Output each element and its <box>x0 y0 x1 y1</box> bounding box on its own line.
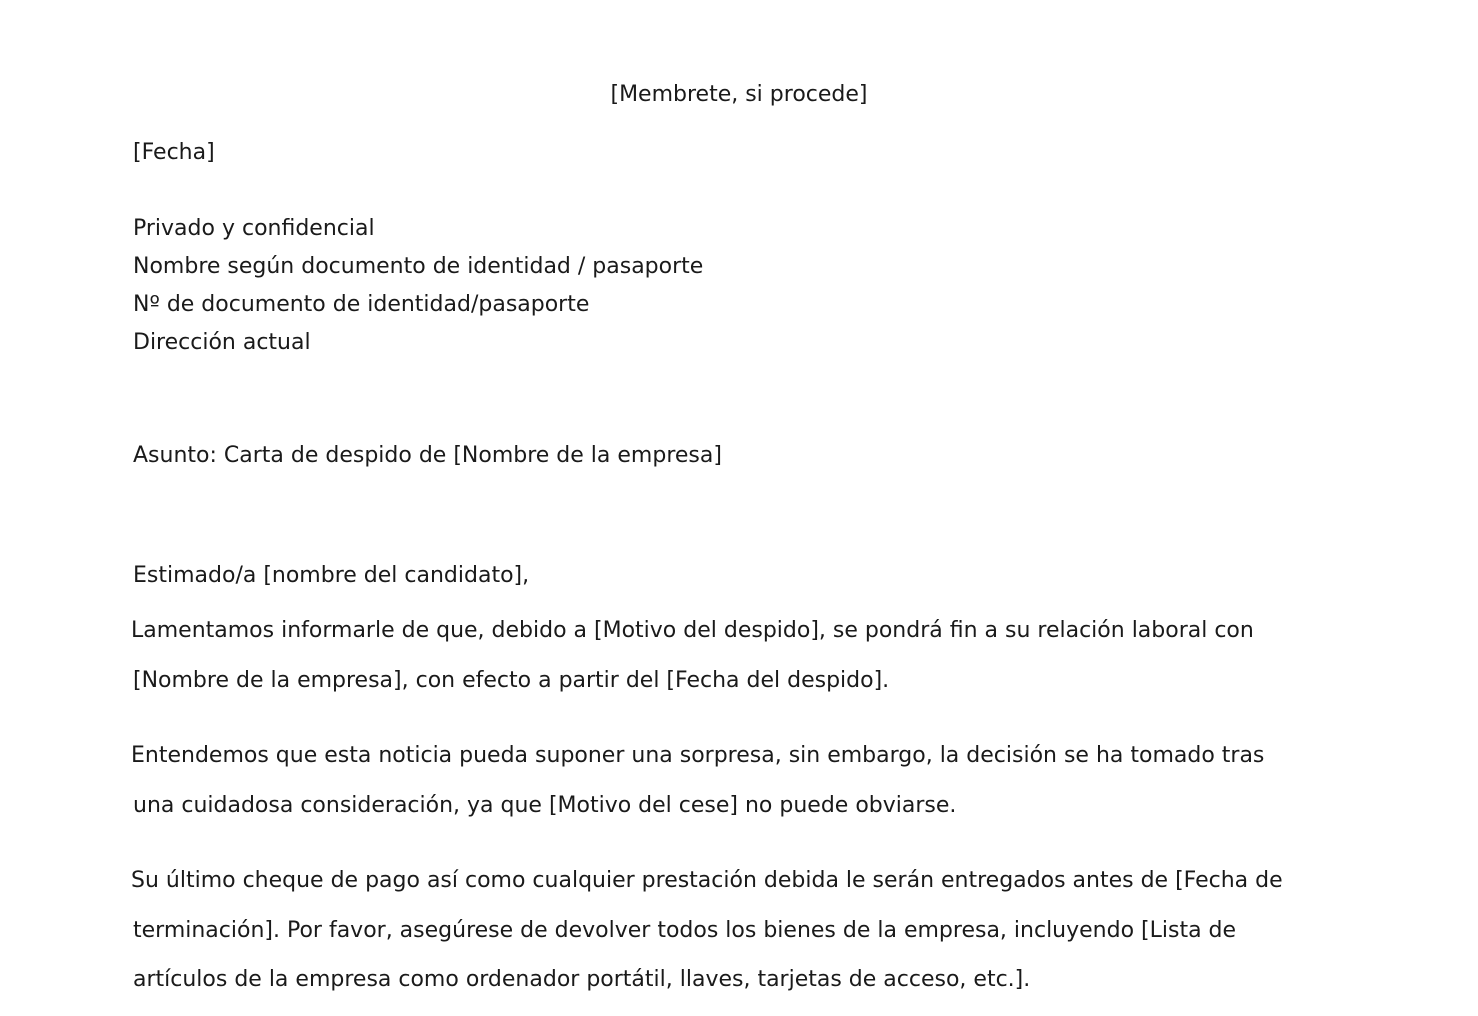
paragraph-line: Lamentamos informarle de que, debido a [Motivo del despido], se pondrá fin a su relación laboral con <box>131 618 1254 643</box>
letter-date: [Fecha] <box>133 140 215 165</box>
paragraph-line: Su último cheque de pago así como cualquier prestación debida le serán entregados antes de [Fecha de <box>131 868 1283 893</box>
recipient-address-line: Dirección actual <box>133 330 311 355</box>
recipient-id-line: Nº de documento de identidad/pasaporte <box>133 292 590 317</box>
letter-subject: Asunto: Carta de despido de [Nombre de la empresa] <box>133 443 722 468</box>
paragraph-line: artículos de la empresa como ordenador portátil, llaves, tarjetas de acceso, etc.]. <box>133 967 1031 992</box>
paragraph-line: terminación]. Por favor, asegúrese de devolver todos los bienes de la empresa, incluyendo [Lista de <box>133 917 1237 943</box>
letter-greeting: Estimado/a [nombre del candidato], <box>133 563 530 588</box>
paragraph-dismissal-notice <box>131 606 1311 705</box>
paragraph-line: [Nombre de la empresa], con efecto a partir del [Fecha del despido]. <box>133 667 890 693</box>
paragraph-final-pay-and-property <box>131 856 1311 1005</box>
paragraph-decision-reason <box>131 731 1311 830</box>
recipient-confidential-line: Privado y confidencial <box>133 216 375 241</box>
recipient-name-line: Nombre según documento de identidad / pasaporte <box>133 254 704 279</box>
paragraph-line: una cuidadosa consideración, ya que [Motivo del cese] no puede obviarse. <box>133 792 957 818</box>
paragraph-line: Entendemos que esta noticia pueda suponer una sorpresa, sin embargo, la decisión se ha tomado tras <box>131 743 1265 768</box>
letterhead: [Membrete, si procede] <box>610 82 868 107</box>
